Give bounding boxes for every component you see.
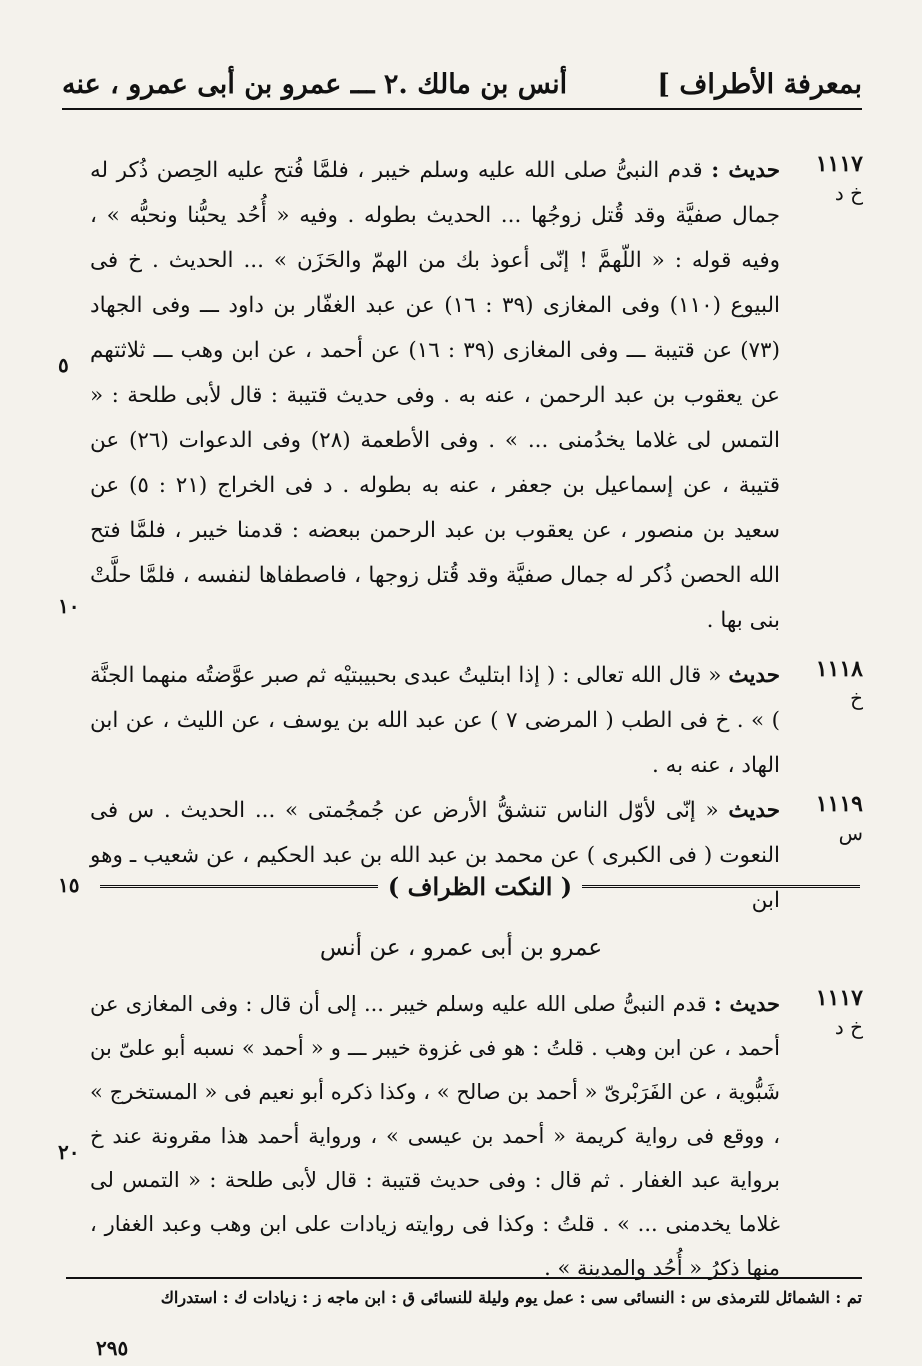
- hadith-entry-1118: [90, 653, 863, 788]
- entry-text: « إنّى لأوّل الناس تنشقُّ الأرض عن جُمجُمتى » ... الحديث . س فى النعوت ( فى الكبرى ) عن محمد بن عبد الله بن عبد الحكيم ، عن شعيب ـ وهو ابن: [90, 798, 780, 913]
- line-number-marker: ٥: [58, 353, 69, 377]
- entry-codes: خ: [850, 686, 863, 710]
- entry-codes: خ د: [834, 181, 863, 205]
- entry-number: ١١١٧ خ د: [791, 148, 863, 206]
- entry-keyword: حديث :: [711, 158, 780, 183]
- notes-text: [90, 982, 863, 1290]
- entry-number: ١١١٧ خ د: [791, 982, 863, 1040]
- main-text: [90, 148, 863, 923]
- entry-codes: س: [838, 821, 863, 845]
- subsection-title: عمرو بن أبى عمرو ، عن أنس: [319, 935, 603, 961]
- entry-text: قدم النبىُّ صلى الله عليه وسلم خيبر ، فلمَّا فُتح عليه الحِصن ذُكر له جمال صفيَّة وقد قُتل زوجُها ... الحديث بطوله . وفيه « أُحُد يحبُّنا ونحبُّه » ، وفيه قوله : « اللّهمَّ ! إنّى أعوذ بك من الهمّ والحَزَن » ... الحديث . خ فى البيوع (١١٠) وفى المغازى (٣٩ : ١٦) عن عبد الغفّار بن داود ـــ وفى الجهاد (٧٣) عن قتيبة ـــ وفى المغازى (٣٩ : ١٦) عن أحمد ، عن ابن وهب ـــ ثلاثتهم عن يعقوب بن عبد الرحمن ، عنه به . وفى حديث قتيبة : قال لأبى طلحة : « التمس لى غلاما يخدُمنى ... » . وفى الأطعمة (٢٨) وفى الدعوات (٢٦) عن قتيبة ، عن إسماعيل بن جعفر ، عنه به بطوله . د فى الخراج (٢١ : ٥) عن سعيد بن منصور ، عن يعقوب بن عبد الرحمن ببعضه : قدمنا خيبر ، فلمَّا فتح الله الحصن ذُكر له جمال صفيَّة وقد قُتل زوجها ، فاصطفاها لنفسه ، فلمَّا حلَّتْ بنى بها .: [90, 158, 780, 633]
- note-entry-1117: [90, 982, 863, 1290]
- entry-keyword: حديث: [728, 663, 780, 688]
- page-number: ٢٩٥: [96, 1336, 129, 1360]
- line-number-marker: ١٥: [58, 873, 80, 897]
- entry-number: ١١١٩ س: [791, 788, 863, 846]
- entry-codes: خ د: [834, 1015, 863, 1039]
- entry-number: ١١١٨ خ: [791, 653, 863, 711]
- entry-keyword: حديث: [728, 798, 780, 823]
- divider-title: ( النكت الظراف ): [387, 871, 573, 901]
- header-section-title: أنس بن مالك .٢ ـــ عمرو بن أبى عمرو ، عنه: [62, 68, 568, 100]
- running-header: [62, 60, 862, 110]
- line-number-marker: ٢٠: [58, 1140, 80, 1164]
- footnote-rule: [66, 1277, 862, 1279]
- abbreviation-key: تم : الشمائل للترمذى س : النسائى سى : عمل يوم وليلة للنسائى ق : ابن ماجه ز : زيادات ك : استدراك: [160, 1288, 862, 1307]
- entry-keyword: حديث :: [713, 991, 780, 1016]
- section-divider: [100, 868, 860, 904]
- hadith-entry-1117: [90, 148, 863, 643]
- entry-text: « قال الله تعالى : ( إذا ابتليتُ عبدى بحبيبتيْه ثم صبر عوَّضتُه منهما الجنَّة ) » . خ فى الطب ( المرضى ٧ ) عن عبد الله بن يوسف ، عن الليث ، عن ابن الهاد ، عنه به .: [90, 663, 780, 778]
- header-book-title: بمعرفة الأطراف ]: [657, 68, 862, 100]
- entry-text: قدم النبىُّ صلى الله عليه وسلم خيبر ... إلى أن قال : وفى المغازى عن أحمد ، عن ابن وهب . قلتُ : هو فى غزوة خيبر ـــ و « أحمد » نسبه أبو علىّ بن شَبُّوية ، عن الفَرَبْرىّ « أحمد بن صالح » ، وكذا ذكره أبو نعيم فى « المستخرج » ، ووقع فى رواية كريمة « أحمد بن عيسى » ، ورواية أحمد هذا مقرونة عند خ برواية عبد الغفار . ثم قال : وفى حديث قتيبة : قال لأبى طلحة : « التمس لى غلاما يخدمنى ... » . قلتُ : وكذا فى روايته زيادات على ابن وهب وعبد الغفار ، منها ذكرُ « أُحُد والمدينة » .: [90, 992, 780, 1280]
- line-number-marker: ١٠: [58, 594, 80, 618]
